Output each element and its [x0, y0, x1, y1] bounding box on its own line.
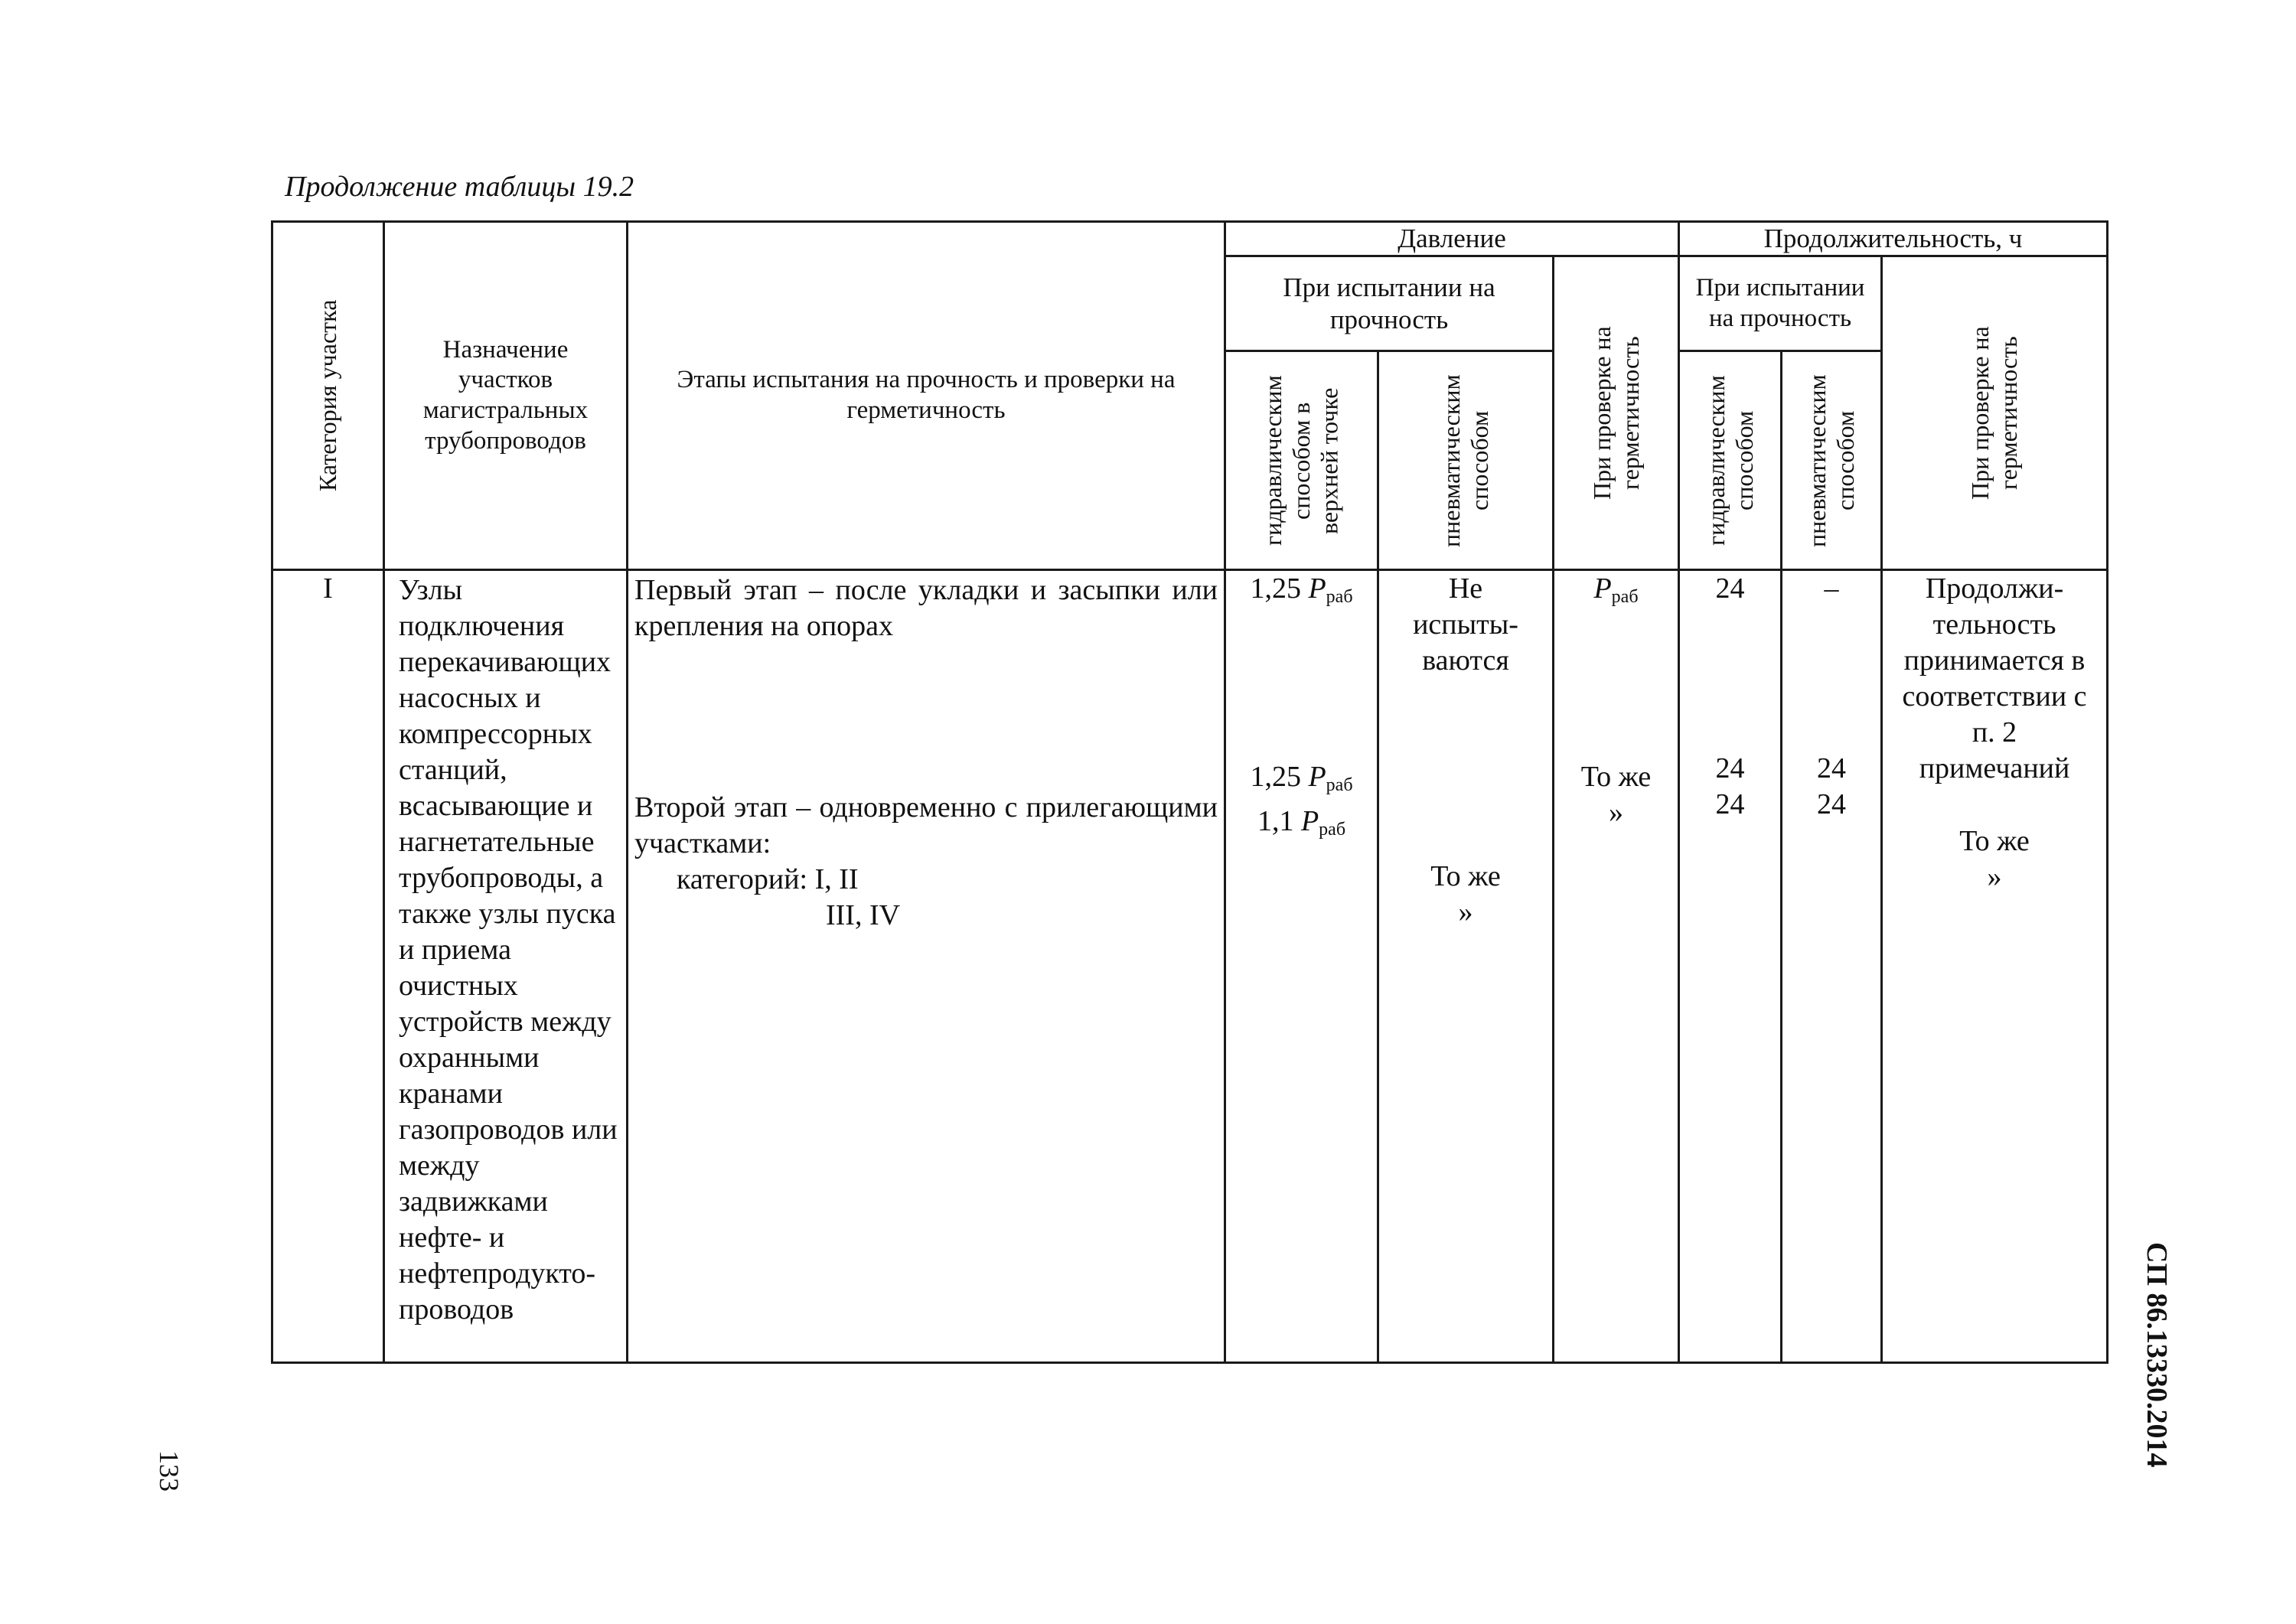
header-category-text: Категория участка	[314, 299, 342, 492]
test-pressure-table	[271, 220, 2108, 1364]
header-strength-pressure-text: При испытании на прочность	[1283, 272, 1495, 334]
stage-second-cat2: III, IV	[826, 899, 901, 931]
spacer	[1883, 787, 2106, 823]
header-pressure: Давление	[1225, 222, 1679, 256]
stage-second-cat1: категорий: I, II	[677, 863, 859, 895]
header-tightness-pressure-text: При проверке на герметичность	[1587, 326, 1644, 500]
d-tight-1: Продолжи-тельность принимается в соответствии с п. 2 примечаний	[1902, 572, 2087, 784]
d-pneu-1: –	[1824, 572, 1839, 605]
spacer	[1680, 607, 1780, 751]
d-tight-2: То же	[1959, 825, 2030, 857]
header-category	[272, 222, 384, 570]
p-pneu-1: Не испыты-ваются	[1413, 572, 1518, 677]
p-sub: раб	[1326, 587, 1353, 607]
d-pneu-3: 24	[1817, 788, 1847, 820]
p-symbol: P	[1308, 761, 1326, 793]
header-purpose-text: Назначение участков магистральных трубопроводов	[422, 335, 589, 455]
spacer	[1554, 615, 1678, 759]
header-pneumatic-pressure	[1378, 351, 1554, 570]
cell-pressure-tightness	[1554, 570, 1679, 1363]
stage-first: Первый этап – после укладки и засыпки или крепления на опорах	[634, 574, 1218, 642]
header-pneumatic-duration-text: пневматическим способом	[1803, 373, 1860, 547]
p-tight-3: »	[1609, 797, 1623, 829]
header-stages-text: Этапы испытания на прочность и проверки на герметичность	[677, 366, 1176, 424]
header-hydraulic-top-text: гидравлическим способом в верхней точке	[1259, 375, 1343, 546]
cell-category: I	[272, 570, 384, 1363]
header-duration: Продолжительность, ч	[1679, 222, 2108, 256]
spacer	[1226, 615, 1377, 759]
header-strength-duration-text: При испытании на прочность	[1695, 273, 1865, 332]
cell-stages	[628, 570, 1225, 1363]
p-pneu-3: »	[1458, 896, 1473, 928]
cell-pressure-pneumatic	[1378, 570, 1554, 1363]
cell-pressure-hydraulic	[1225, 570, 1378, 1363]
header-hydraulic-duration-text: гидравлическим способом	[1701, 375, 1758, 546]
p-hydro-2	[1226, 759, 1377, 804]
header-stages	[628, 222, 1225, 570]
header-tightness-duration-text: При проверке на герметичность	[1966, 326, 2023, 500]
cell-purpose-text: Узлы подключения перекачивающих насосных и компрессорных станций, всасывающие и нагнетательные трубопроводы, а также узлы пуска и приема очистных устройств между охранными кранами газопроводов или между задвижками нефте- и нефтепродукто-проводов	[399, 574, 618, 1326]
header-pneumatic-pressure-text: пневматическим способом	[1437, 373, 1493, 547]
cell-duration-hydraulic	[1679, 570, 1782, 1363]
document-code: СП 86.13330.2014	[2141, 1241, 2173, 1468]
p-symbol: P	[1308, 572, 1326, 605]
d-hydro-2: 24	[1715, 752, 1745, 784]
p-hydro-3-coef: 1,1	[1257, 805, 1294, 837]
stage-second: Второй этап – одновременно с прилегающими участками:	[634, 791, 1218, 859]
p-tight-1	[1554, 571, 1678, 615]
header-tightness-duration	[1882, 256, 2108, 570]
p-hydro-1-coef: 1,25	[1250, 572, 1301, 605]
cell-duration-tightness	[1882, 570, 2108, 1363]
p-symbol: P	[1593, 572, 1612, 605]
p-tight-2: То же	[1580, 761, 1652, 793]
header-hydraulic-duration	[1679, 351, 1782, 570]
cell-duration-pneumatic	[1782, 570, 1882, 1363]
table-caption: Продолжение таблицы 19.2	[285, 171, 634, 203]
p-symbol: P	[1300, 805, 1319, 837]
header-pneumatic-duration	[1782, 351, 1882, 570]
p-hydro-3	[1226, 804, 1377, 848]
cell-purpose	[384, 570, 628, 1363]
d-tight-3: »	[1987, 861, 2002, 893]
header-strength-duration	[1679, 256, 1882, 351]
p-hydro-1	[1226, 571, 1377, 615]
p-hydro-2-coef: 1,25	[1250, 761, 1301, 793]
p-sub: раб	[1326, 775, 1353, 795]
d-hydro-1: 24	[1715, 572, 1745, 605]
p-sub: раб	[1319, 820, 1346, 840]
spacer	[1782, 607, 1880, 751]
header-hydraulic-top	[1225, 351, 1378, 570]
header-purpose	[384, 222, 628, 570]
d-hydro-3: 24	[1715, 788, 1745, 820]
spacer	[1379, 715, 1552, 859]
d-pneu-2: 24	[1817, 752, 1847, 784]
header-tightness-pressure	[1554, 256, 1679, 570]
p-pneu-2: То же	[1430, 860, 1501, 892]
p-sub: раб	[1611, 587, 1639, 607]
page-number: 133	[154, 1450, 184, 1492]
header-strength-pressure	[1225, 256, 1554, 351]
